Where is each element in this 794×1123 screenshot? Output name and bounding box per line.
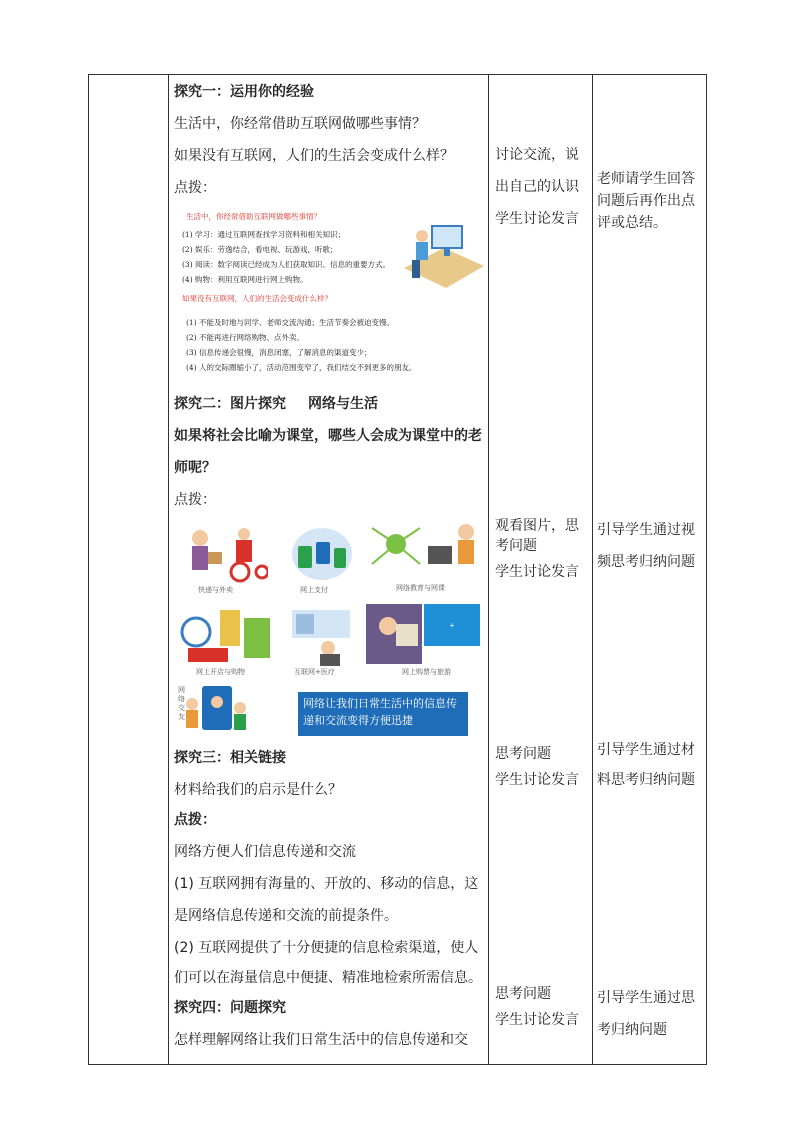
svg-text:+: + [449, 621, 455, 630]
caption: 快递与外卖 [198, 586, 233, 594]
s1-student-line: 讨论交流，说 [495, 147, 579, 163]
section2-q-line: 师呢？ [174, 460, 216, 476]
s2-teacher-line: 引导学生通过视 [597, 522, 695, 538]
delivery-illustration [178, 522, 268, 592]
caption: 网络教育与网课 [396, 584, 445, 592]
section3-dianbo: 点拨： [174, 812, 216, 828]
s3-student-line: 思考问题 [495, 746, 551, 762]
internet-healthcare-illustration [288, 604, 354, 676]
s2-student-line: 考问题 [495, 538, 537, 554]
col-divider-3 [592, 75, 593, 1064]
section3-line: 们可以在海量信息中便捷、精准地检索所需信息。 [174, 970, 482, 986]
hint-heading-1: 生活中，你经常借助互联网做哪些事情？ [186, 212, 321, 221]
s4-teacher-line: 引导学生通过思 [597, 990, 695, 1006]
payment-illustration [288, 522, 356, 592]
col-divider-2 [488, 75, 489, 1064]
s1-teacher-line: 评或总结。 [597, 215, 667, 231]
online-ticket-illustration [366, 604, 480, 676]
hint-item: (2) 娱乐：劳逸结合，看电视、玩游戏，听歌； [182, 245, 338, 254]
caption: 网上开店与购物 [196, 668, 245, 676]
online-education-illustration [366, 516, 480, 592]
hint-heading-2: 如果没有互联网，人们的生活会变成什么样？ [182, 294, 332, 303]
s1-teacher-line: 问题后再作出点 [597, 193, 695, 209]
hint-item: (1) 不能及时地与同学、老师交流沟通；生活节奏会被迫变慢。 [186, 318, 395, 327]
s3-student-line: 学生讨论发言 [495, 772, 579, 788]
section3-line: 网络方便人们信息传递和交流 [174, 844, 356, 860]
section1-q1: 生活中，你经常借助互联网做哪些事情？ [174, 116, 426, 132]
hint-item: (1) 学习：通过互联网查找学习资料和相关知识； [182, 230, 346, 239]
hint-item: (4) 人的交际圈缩小了，活动范围变窄了，我们结交不到更多的朋友。 [186, 363, 417, 372]
section3-title: 探究三：相关链接 [174, 750, 286, 766]
online-friends-illustration [178, 682, 254, 738]
section4-q: 怎样理解网络让我们日常生活中的信息传递和交 [174, 1032, 468, 1048]
s2-teacher-line: 频思考归纳问题 [597, 554, 695, 570]
collage-banner: 网络让我们日常生活中的信息传递和交流变得方便迅捷 [298, 692, 468, 736]
section2-dianbo: 点拨： [174, 492, 216, 508]
col-divider-1 [168, 75, 169, 1064]
caption: 互联网+医疗 [294, 668, 335, 676]
section3-line: 是网络信息传递和交流的前提条件。 [174, 908, 398, 924]
computer-user-illustration [404, 218, 484, 290]
hint-item: (4) 购物：利用互联网进行网上购物。 [182, 275, 308, 284]
section1-q2: 如果没有互联网，人们的生活会变成什么样？ [174, 148, 454, 164]
s1-student-line: 学生讨论发言 [495, 211, 579, 227]
s2-student-line: 观看图片，思 [495, 518, 579, 534]
section3-q: 材料给我们的启示是什么？ [174, 782, 342, 798]
s4-teacher-line: 考归纳问题 [597, 1022, 667, 1038]
caption: 网上购票与旅游 [402, 668, 451, 676]
caption: 网络交友 [178, 686, 185, 721]
s4-student-line: 学生讨论发言 [495, 1012, 579, 1028]
caption: 网上支付 [300, 586, 328, 594]
hint-item: (3) 阅读：数字阅读已经成为人们获取知识、信息的重要方式。 [182, 260, 391, 269]
s3-teacher-line: 引导学生通过材 [597, 742, 695, 758]
section2-subtitle: 网络与生活 [308, 396, 378, 412]
section1-dianbo: 点拨： [174, 180, 216, 196]
section3-line: (2) 互联网提供了十分便捷的信息检索渠道，使人 [174, 940, 479, 956]
s3-teacher-line: 料思考归纳问题 [597, 772, 695, 788]
section4-title: 探究四：问题探究 [174, 1000, 286, 1016]
s4-student-line: 思考问题 [495, 986, 551, 1002]
section1-title: 探究一：运用你的经验 [174, 84, 314, 100]
online-shopping-illustration [178, 604, 274, 676]
hint-item: (3) 信息传递会很慢，消息闭塞，了解消息的渠道变少； [186, 348, 372, 357]
s1-student-line: 出自己的认识 [495, 179, 579, 195]
section2-title: 探究二：图片探究 [174, 396, 286, 412]
hint-item: (2) 不能再进行网络购物、点外卖。 [186, 333, 305, 342]
section2-q-line: 如果将社会比喻为课堂，哪些人会成为课堂中的老 [174, 428, 482, 444]
section3-line: (1) 互联网拥有海量的、开放的、移动的信息，这 [174, 876, 479, 892]
section1-hint-image [174, 208, 486, 384]
s2-student-line: 学生讨论发言 [495, 564, 579, 580]
s1-teacher-line: 老师请学生回答 [597, 171, 695, 187]
